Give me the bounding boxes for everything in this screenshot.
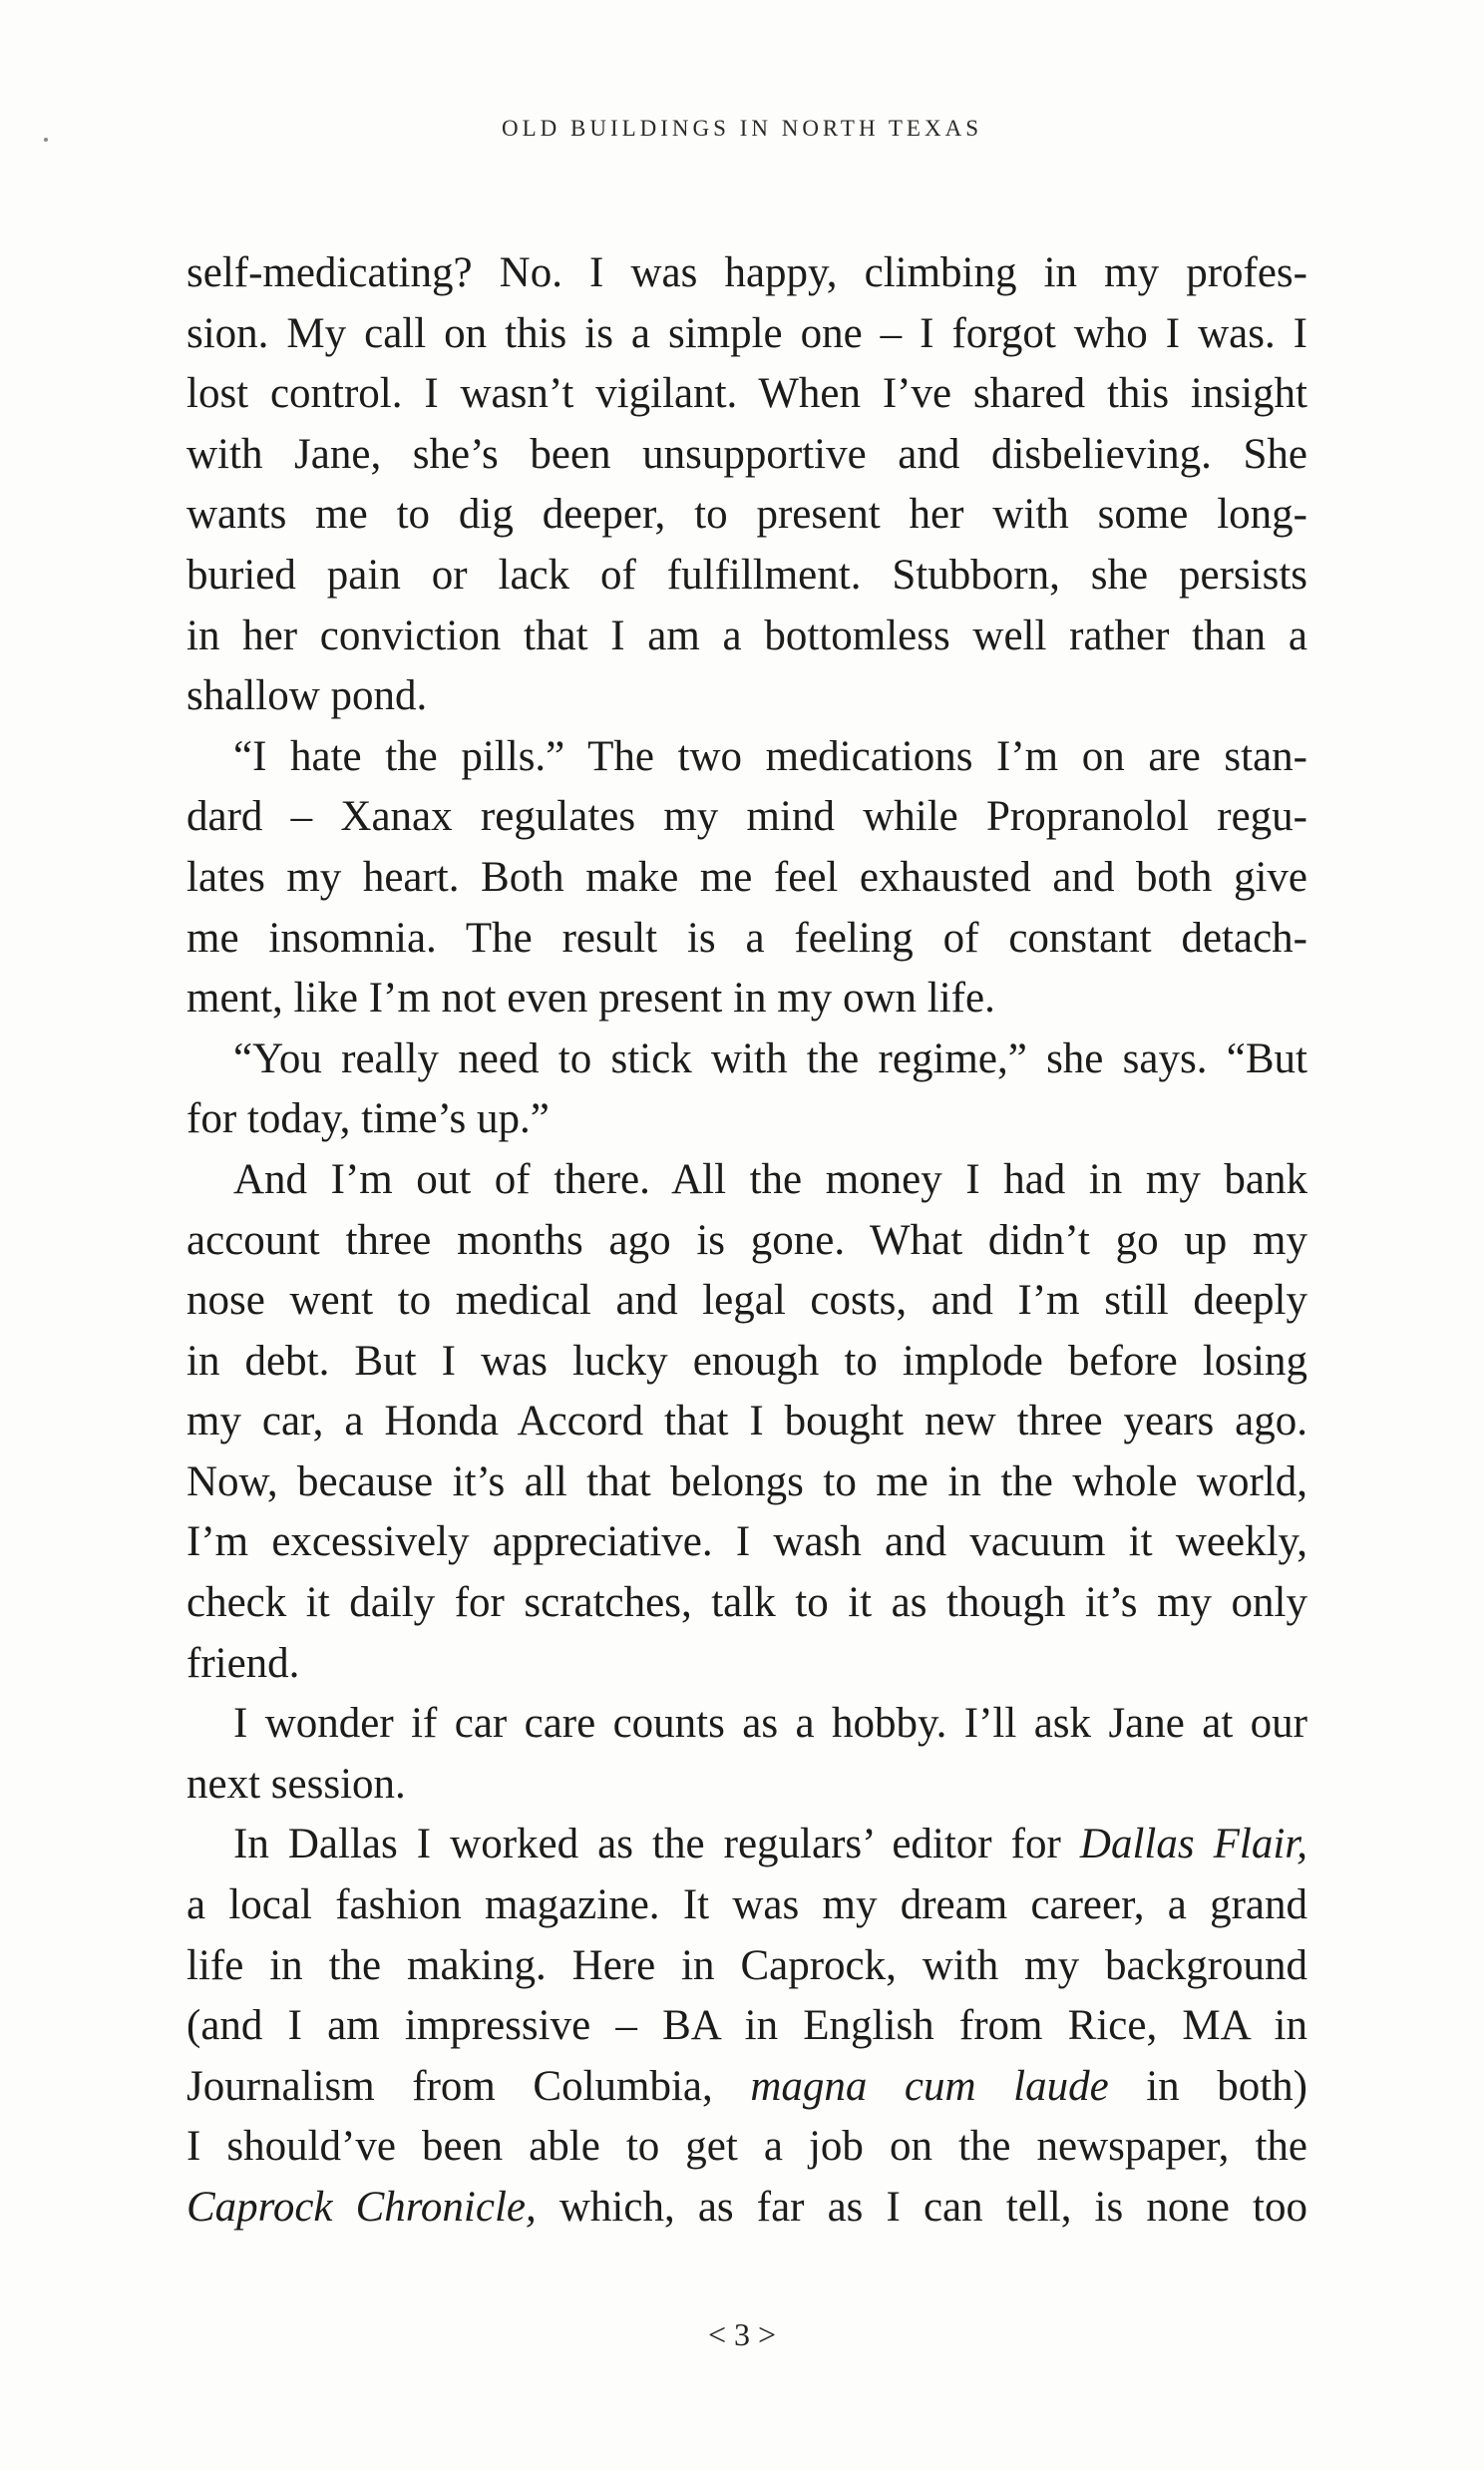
text-segment: “You really need to stick with the regime,” she says. “But	[233, 1034, 1307, 1082]
text-segment: friend.	[186, 1639, 300, 1687]
text-line	[186, 1089, 1307, 1150]
body-text	[186, 243, 1307, 2239]
text-line	[186, 848, 1307, 909]
text-line	[186, 969, 1307, 1030]
text-line	[186, 1815, 1307, 1875]
text-line	[186, 243, 1307, 304]
text-line	[186, 546, 1307, 607]
text-segment: with Jane, she’s been unsupportive and disbelieving. She	[186, 430, 1307, 478]
text-segment: account three months ago is gone. What didn’t go up my	[186, 1216, 1307, 1264]
text-line	[186, 666, 1307, 727]
text-line	[186, 485, 1307, 546]
italic-text: Dallas Flair,	[1079, 1821, 1308, 1868]
text-segment: nose went to medical and legal costs, and I’m still deeply	[186, 1277, 1307, 1325]
italic-text: magna cum laude	[750, 2062, 1109, 2110]
text-line	[186, 2178, 1307, 2239]
text-segment: life in the making. Here in Caprock, with my background	[186, 1941, 1307, 1989]
text-segment: And I’m out of there. All the money I had in my bank	[233, 1155, 1307, 1203]
text-line	[186, 1875, 1307, 1936]
text-segment: (and I am impressive – BA in English from Rice, MA in	[186, 2002, 1307, 2050]
text-line	[186, 787, 1307, 848]
text-segment: next session.	[186, 1760, 406, 1808]
text-line	[186, 1452, 1307, 1513]
text-line	[186, 304, 1307, 365]
text-line	[186, 1755, 1307, 1816]
text-segment: in her conviction that I am a bottomless well rather than a	[186, 612, 1307, 659]
text-segment: wants me to dig deeper, to present her with some long-	[186, 491, 1307, 539]
text-segment: self-medicating? No. I was happy, climbing in my profes-	[186, 249, 1307, 296]
text-line	[186, 607, 1307, 667]
text-segment: Now, because it’s all that belongs to me in the whole world,	[186, 1457, 1307, 1505]
text-segment: buried pain or lack of fulfillment. Stubborn, she persists	[186, 551, 1307, 599]
text-line	[186, 1936, 1307, 1997]
text-segment: for today, time’s up.”	[186, 1095, 550, 1143]
text-segment: sion. My call on this is a simple one – I forgot who I was. I	[186, 309, 1307, 357]
text-segment: in debt. But I was lucky enough to implode before losing	[186, 1337, 1307, 1385]
text-line	[186, 1996, 1307, 2057]
running-head: OLD BUILDINGS IN NORTH TEXAS	[501, 116, 982, 141]
text-segment: lates my heart. Both make me feel exhausted and both give	[186, 853, 1307, 901]
text-segment: check it daily for scratches, talk to it as though it’s my only	[186, 1579, 1307, 1627]
text-segment: which, as far as I can tell, is none too	[536, 2184, 1308, 2231]
page-number: < 3 >	[707, 2316, 777, 2352]
text-line	[186, 2057, 1307, 2118]
text-line	[186, 727, 1307, 788]
text-line	[186, 1512, 1307, 1573]
italic-text: Caprock Chronicle,	[186, 2184, 537, 2231]
text-line	[186, 2117, 1307, 2178]
text-segment: my car, a Honda Accord that I bought new three years ago.	[186, 1398, 1307, 1445]
text-line	[186, 1573, 1307, 1634]
text-segment: lost control. I wasn’t vigilant. When I’ve shared this insight	[186, 370, 1307, 418]
text-line	[186, 425, 1307, 486]
text-segment: I wonder if car care counts as a hobby. I’ll ask Jane at our	[233, 1700, 1307, 1748]
text-segment: In Dallas I worked as the regulars’ editor for	[233, 1821, 1080, 1868]
text-segment: a local fashion magazine. It was my dream career, a grand	[186, 1881, 1307, 1929]
text-segment: shallow pond.	[186, 672, 428, 720]
text-line	[186, 1211, 1307, 1272]
text-line	[186, 1150, 1307, 1211]
text-segment: me insomnia. The result is a feeling of constant detach-	[186, 914, 1307, 962]
text-segment: I’m excessively appreciative. I wash and vacuum it weekly,	[186, 1518, 1307, 1566]
text-line	[186, 1634, 1307, 1695]
text-segment: in both)	[1108, 2062, 1307, 2110]
text-segment: ment, like I’m not even present in my own life.	[186, 975, 995, 1023]
text-segment: “I hate the pills.” The two medications I’m on are stan-	[233, 732, 1307, 780]
text-segment: dard – Xanax regulates my mind while Propranolol regu-	[186, 793, 1307, 841]
text-line	[186, 1030, 1307, 1090]
text-line	[186, 1332, 1307, 1393]
text-segment: I should’ve been able to get a job on the newspaper, the	[186, 2123, 1307, 2171]
text-line	[186, 1392, 1307, 1452]
text-line	[186, 1694, 1307, 1755]
text-line	[186, 364, 1307, 425]
text-segment: Journalism from Columbia,	[186, 2062, 751, 2110]
text-line	[186, 1271, 1307, 1332]
text-line	[186, 909, 1307, 970]
